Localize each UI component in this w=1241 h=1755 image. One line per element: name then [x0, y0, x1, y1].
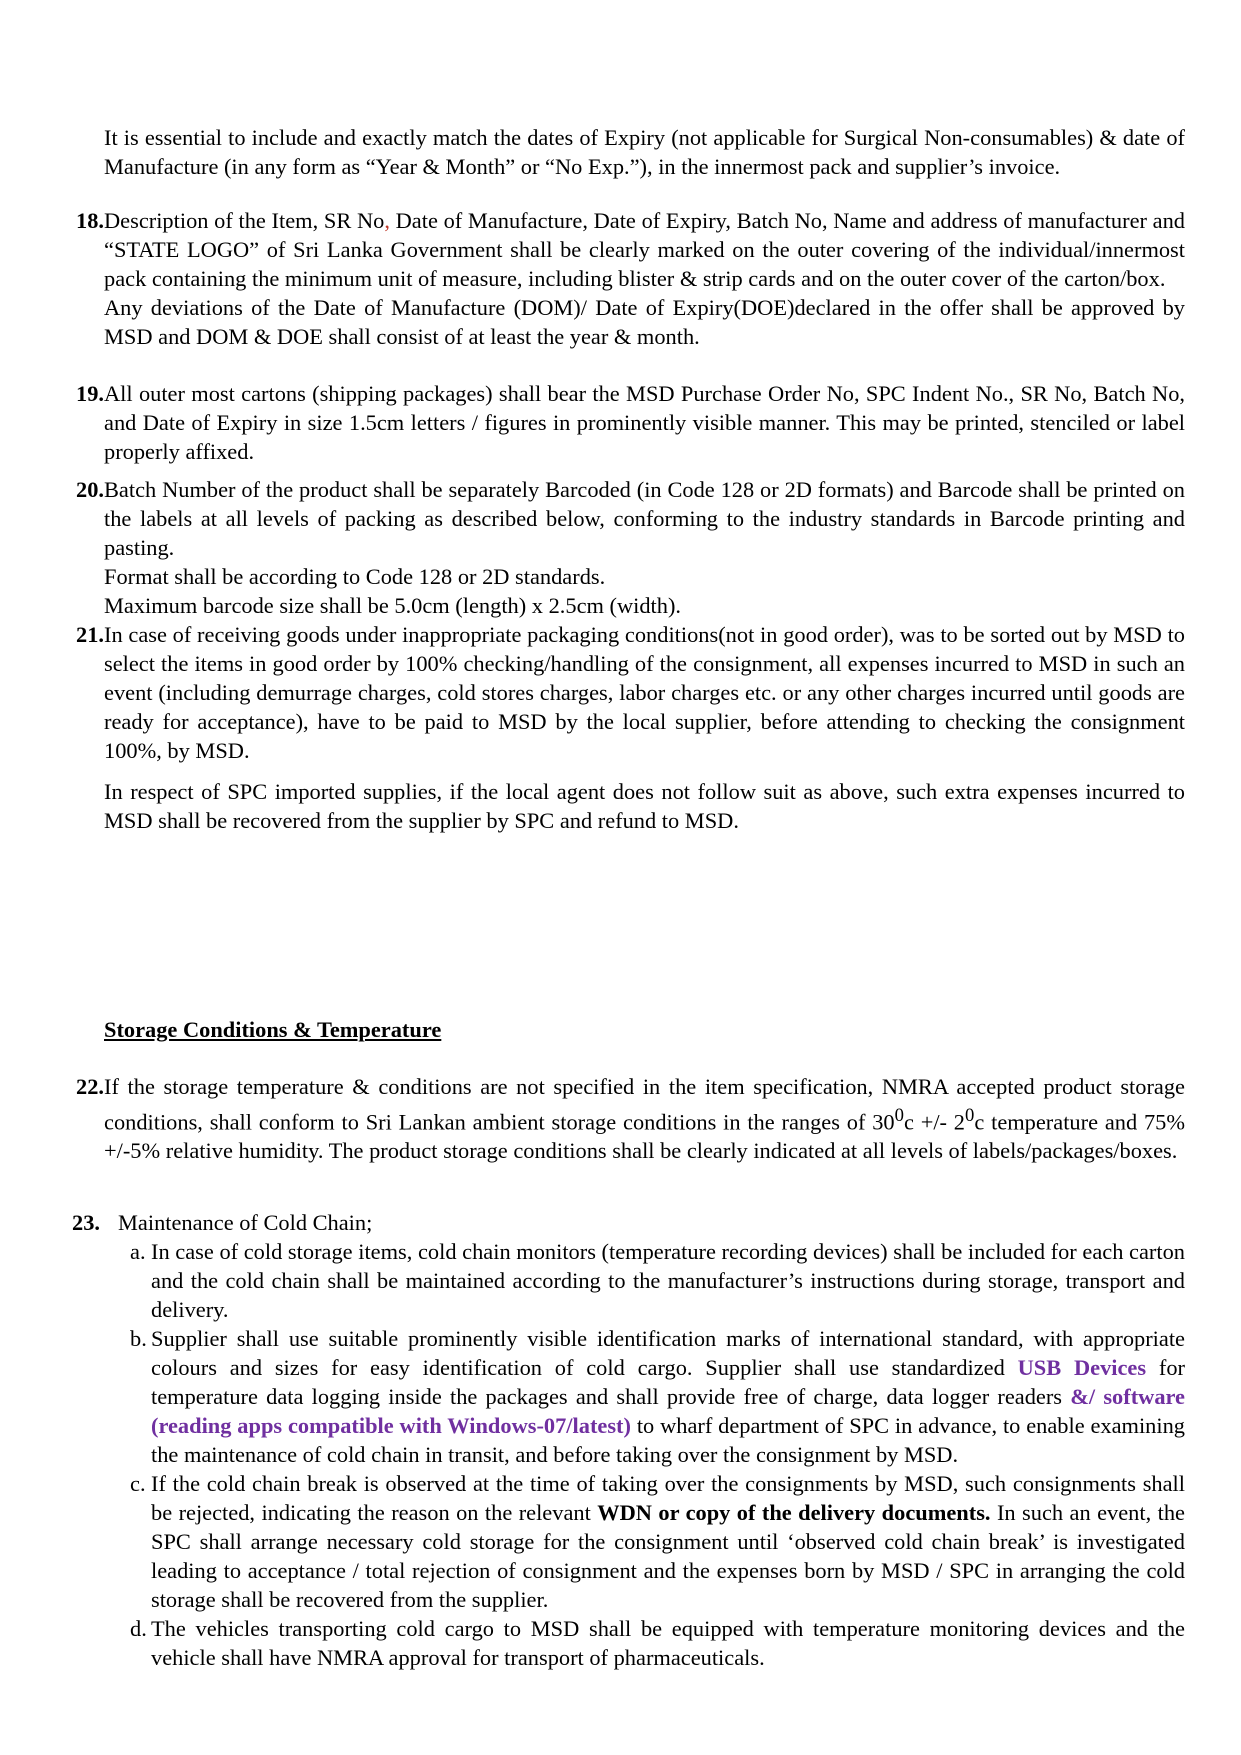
intro-paragraph: It is essential to include and exactly match the dates of Expiry (not applicable for Surgical Non-consumables) & date of Manufacture (in any form as “Year & Month” or “No Exp.”), in the innermost pack and supplier’s invoice.: [104, 125, 1185, 179]
clause-22: [56, 1072, 1185, 1165]
subclause-a: a. In case of cold storage items, cold chain monitors (temperature recording devices) shall be included for each carton and the cold chain shall be maintained according to the manufacturer’s instructions during storage, transport and delivery.: [130, 1239, 1185, 1322]
clause-number: 20.: [76, 477, 104, 502]
bold-wdn-text: WDN or copy of the delivery documents.: [597, 1500, 991, 1525]
clause-title: Maintenance of Cold Chain;: [118, 1210, 373, 1235]
subclause-letter: d.: [130, 1616, 147, 1641]
clause-paragraph: Any deviations of the Date of Manufacture (DOM)/ Date of Expiry(DOE)declared in the offer shall be approved by MSD and DOM & DOE shall consist of at least the year & month.: [104, 295, 1185, 349]
clause-body: [104, 620, 1185, 835]
clause-body: [104, 1072, 1185, 1165]
subclause-letter: a.: [130, 1239, 146, 1264]
clause-18: [56, 206, 1185, 351]
clause-body: [104, 475, 1185, 620]
clause-paragraph: Batch Number of the product shall be separately Barcoded (in Code 128 or 2D formats) and Barcode shall be printed on the labels at all levels of packing as described below, conforming to the industry standards in Barcode printing and pasting.: [104, 477, 1185, 560]
clause-paragraph: Description of the Item, SR No, Date of Manufacture, Date of Expiry, Batch No, Name and address of manufacturer and “STATE LOGO” of Sri Lanka Government shall be clearly marked on the outer covering of the individual/innermost pack containing the minimum unit of measure, including blister & strip cards and on the outer cover of the carton/box.: [104, 208, 1185, 291]
clause-paragraph: If the storage temperature & conditions are not specified in the item specification, NMRA accepted product storage conditions, shall conform to Sri Lankan ambient storage conditions in the ranges of $30^0c$ +/- $2^0c$ temperature and 75% +/-5% relative humidity. The product storage conditions shall be clearly indicated at all levels of labels/packages/boxes.: [104, 1074, 1186, 1164]
section-heading: Storage Conditions & Temperature: [104, 1017, 442, 1042]
clause-21: [56, 620, 1185, 835]
clause-line: Format shall be according to Code 128 or 2D standards.: [104, 564, 606, 589]
highlight-usb-devices: USB Devices: [1017, 1355, 1147, 1380]
degree-superscript: 0: [894, 1105, 904, 1126]
subclause-letter: c.: [130, 1471, 146, 1496]
highlighted-comma: ,: [384, 208, 390, 233]
clause-number: 19.: [76, 381, 104, 406]
degree-superscript: 0: [965, 1105, 975, 1126]
clause-number: 18.: [76, 208, 104, 233]
subclause-letter: b.: [130, 1326, 147, 1351]
clause-number: 23.: [72, 1210, 100, 1235]
clause-19: [56, 379, 1185, 466]
clause-body: [104, 206, 1185, 351]
clause-number: 21.: [76, 622, 104, 647]
subclause-b: b. Supplier shall use suitable prominently visible identification marks of international standard, with appropriate colours and sizes for easy identification of cold cargo. Supplier shall use standardized USB Devices for temperature data logging inside the packages and shall provide free of charge, data logger readers &/ software (reading apps compatible with Windows-07/latest) to wharf department of SPC in advance, to enable examining the maintenance of cold chain in transit, and before taking over the consignment by MSD.: [130, 1326, 1185, 1467]
highlight-software: &/ software (reading apps compatible with Windows-07/latest): [151, 1384, 1185, 1438]
subclause-d: d. The vehicles transporting cold cargo to MSD shall be equipped with temperature monitoring devices and the vehicle shall have NMRA approval for transport of pharmaceuticals.: [130, 1616, 1185, 1670]
clause-20: [56, 475, 1185, 620]
clause-23: [72, 1208, 1185, 1672]
clause-line: Maximum barcode size shall be 5.0cm (length) x 2.5cm (width).: [104, 593, 682, 618]
clause-paragraph: In respect of SPC imported supplies, if the local agent does not follow suit as above, such extra expenses incurred to MSD shall be recovered from the supplier by SPC and refund to MSD.: [104, 779, 1185, 833]
subclause-c: c. If the cold chain break is observed at the time of taking over the consignments by MSD, such consignments shall be rejected, indicating the reason on the relevant WDN or copy of the delivery documents. In such an event, the SPC shall arrange necessary cold storage for the consignment until ‘observed cold chain break’ is investigated leading to acceptance / total rejection of consignment and the expenses born by MSD / SPC in arranging the cold storage shall be recovered from the supplier.: [130, 1471, 1185, 1612]
clause-paragraph: In case of receiving goods under inappropriate packaging conditions(not in good order), was to be sorted out by MSD to select the items in good order by 100% checking/handling of the consignment, all expenses incurred to MSD in such an event (including demurrage charges, cold stores charges, labor charges etc. or any other charges incurred until goods are ready for acceptance), have to be paid to MSD by the local supplier, before attending to checking the consignment 100%, by MSD.: [104, 622, 1185, 763]
clause-number: 22.: [76, 1074, 104, 1099]
clause-body: [104, 379, 1185, 466]
clause-paragraph: All outer most cartons (shipping packages) shall bear the MSD Purchase Order No, SPC Indent No., SR No, Batch No, and Date of Expiry in size 1.5cm letters / figures in prominently visible manner. This may be printed, stenciled or label properly affixed.: [104, 381, 1185, 464]
